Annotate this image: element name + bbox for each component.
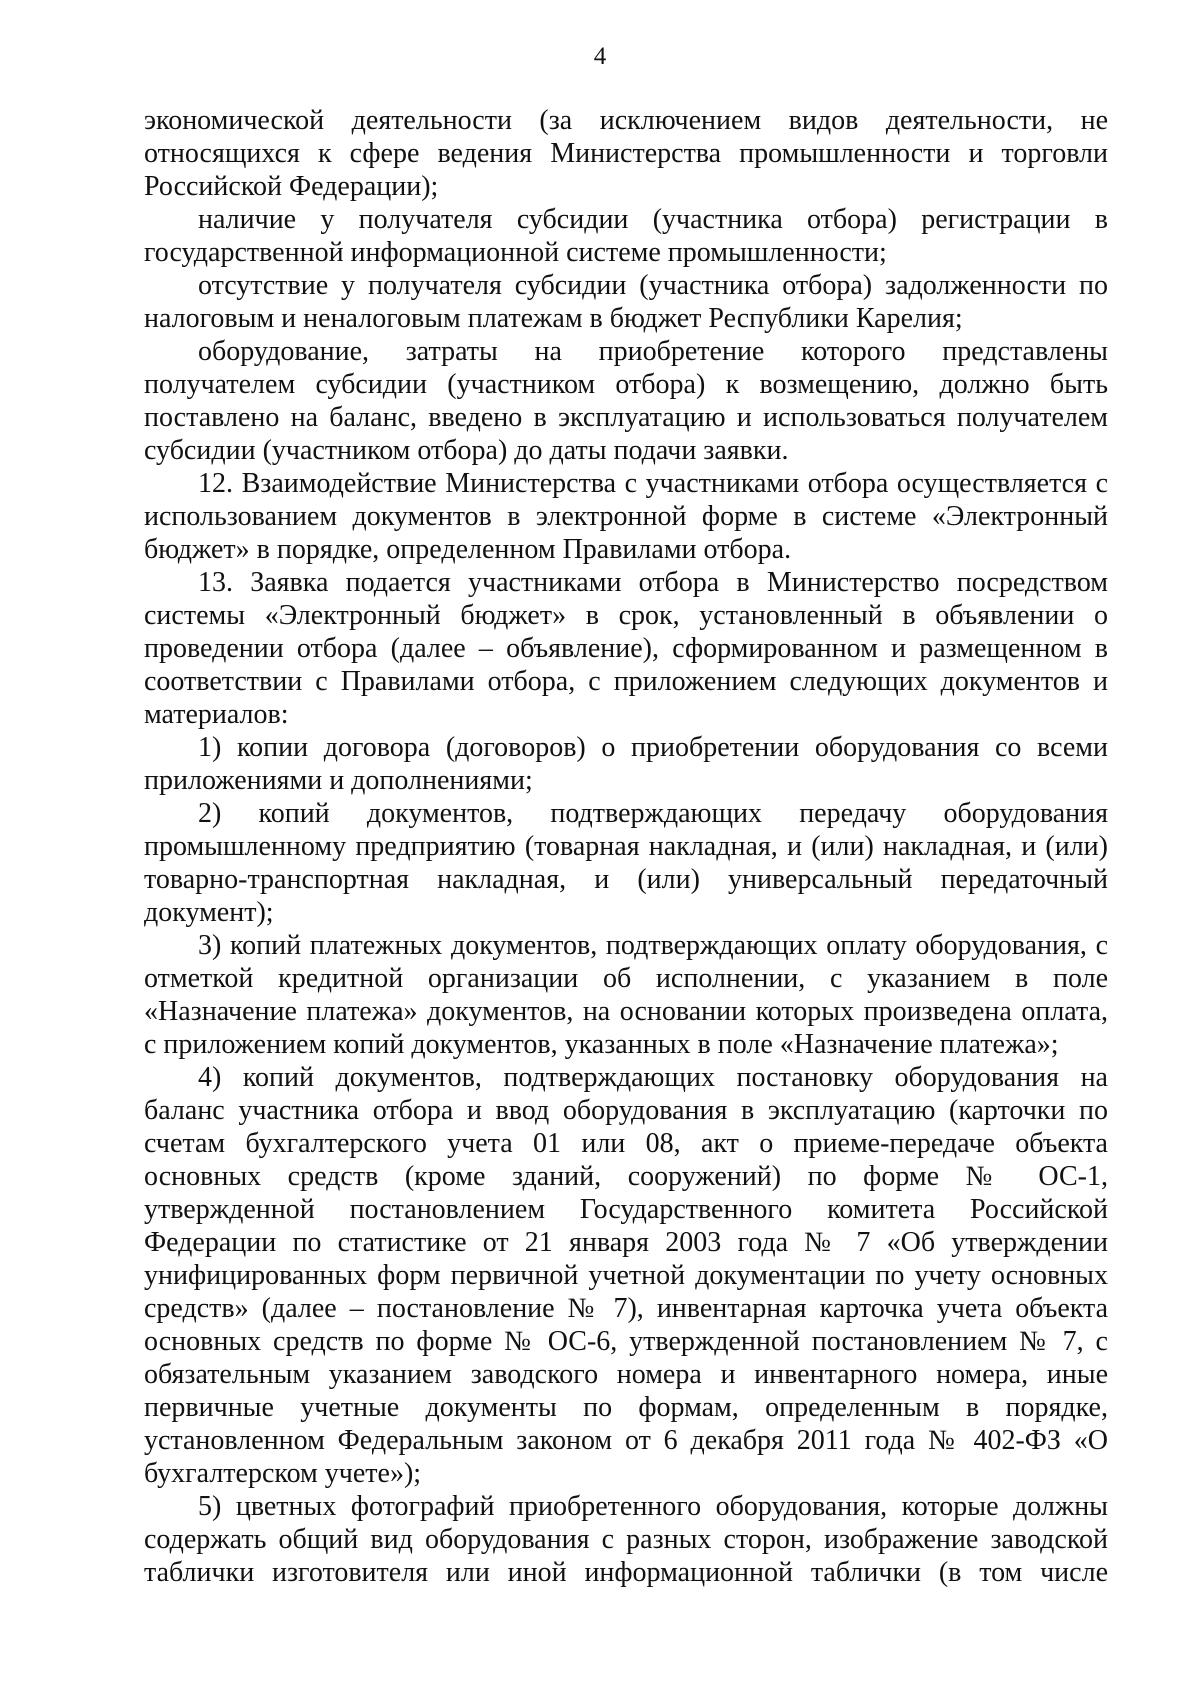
paragraph: экономической деятельности (за исключением видов деятельности, не относящихся к сфере ведения Министерства промышленности и торговли Российской Федерации); bbox=[144, 105, 1108, 202]
paragraph: 12. Взаимодействие Министерства с участниками отбора осуществляется с использованием документов в электронной форме в системе «Электронный бюджет» в порядке, определенном Правилами отбора. bbox=[144, 468, 1108, 565]
paragraph: наличие у получателя субсидии (участника отбора) регистрации в государственной информационной системе промышленности; bbox=[144, 204, 1108, 268]
paragraph: 4) копий документов, подтверждающих постановку оборудования на баланс участника отбора и ввод оборудования в эксплуатацию (карточки по счетам бухгалтерского учета 01 или 08, акт о приеме-передаче объекта основных средств (кроме зданий, сооружений) по форме № ОС-1, утвержденной постановлением Государственного комитета Российской Федерации по статистике от 21 января 2003 года № 7 «Об утверждении унифицированных форм первичной учетной документации по учету основных средств» (далее – постановление № 7), инвентарная карточка учета объекта основных средств по форме № ОС-6, утвержденной постановлением № 7, с обязательным указанием заводского номера и инвентарного номера, иные первичные учетные документы по формам, определенным в порядке, установленном Федеральным законом от 6 декабря 2011 года № 402-ФЗ «О бухгалтерском учете»); bbox=[144, 1062, 1108, 1489]
page-number: 4 bbox=[593, 43, 607, 70]
paragraph: 2) копий документов, подтверждающих передачу оборудования промышленному предприятию (товарная накладная, и (или) накладная, и (или) товарно-транспортная накладная, и (или) универсальный передаточный документ); bbox=[144, 798, 1108, 928]
paragraph: 5) цветных фотографий приобретенного оборудования, которые должны содержать общий вид оборудования с разных сторон, изображение заводской таблички изготовителя или иной информационной таблички (в том числе bbox=[144, 1491, 1108, 1588]
paragraph: отсутствие у получателя субсидии (участника отбора) задолженности по налоговым и неналоговым платежам в бюджет Республики Карелия; bbox=[144, 270, 1108, 334]
paragraph: 1) копии договора (договоров) о приобретении оборудования со всеми приложениями и дополнениями; bbox=[144, 732, 1108, 796]
paragraph: 13. Заявка подается участниками отбора в Министерство посредством системы «Электронный бюджет» в срок, установленный в объявлении о проведении отбора (далее – объявление), сформированном и размещенном в соответствии с Правилами отбора, с приложением следующих документов и материалов: bbox=[144, 567, 1108, 730]
paragraph: 3) копий платежных документов, подтверждающих оплату оборудования, с отметкой кредитной организации об исполнении, с указанием в поле «Назначение платежа» документов, на основании которых произведена оплата, с приложением копий документов, указанных в поле «Назначение платежа»; bbox=[144, 930, 1108, 1060]
paragraph: оборудование, затраты на приобретение которого представлены получателем субсидии (участником отбора) к возмещению, должно быть поставлено на баланс, введено в эксплуатацию и использоваться получателем субсидии (участником отбора) до даты подачи заявки. bbox=[144, 336, 1108, 466]
document-body bbox=[144, 104, 1108, 1589]
